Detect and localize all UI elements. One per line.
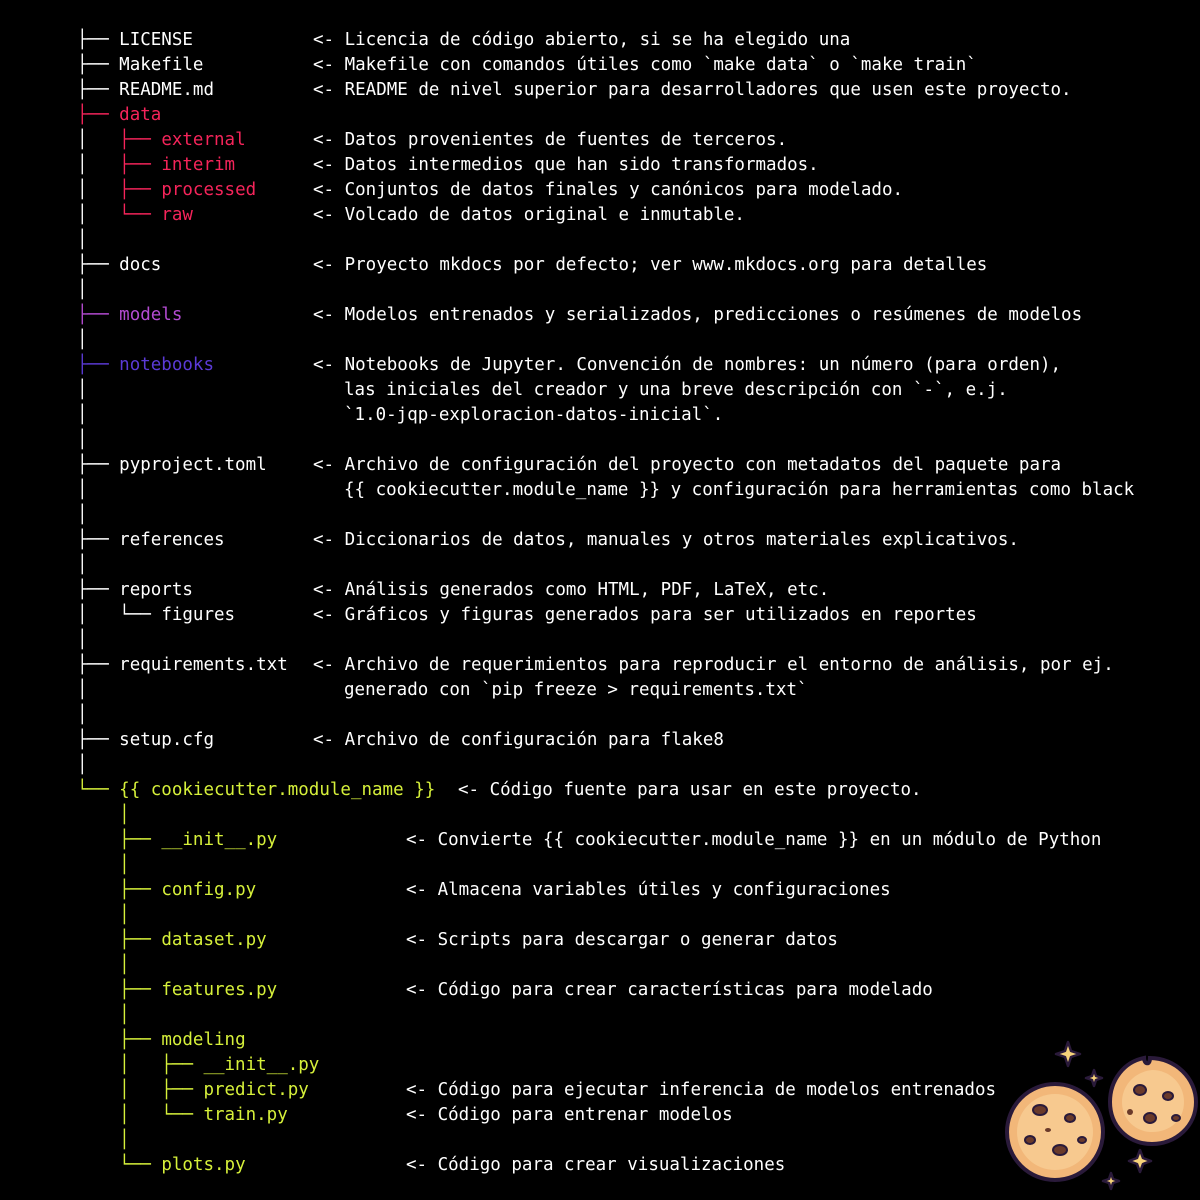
- tree-row: [77, 853, 130, 878]
- tree-entry-name: requirements.txt: [119, 655, 288, 675]
- tree-indent: [77, 880, 119, 900]
- tree-indent: │: [77, 955, 130, 975]
- tree-row: [77, 1078, 309, 1103]
- tree-row: [77, 378, 88, 403]
- tree-row: [77, 803, 130, 828]
- tree-entry-name: raw: [161, 205, 193, 225]
- tree-entry-name: reports: [119, 580, 193, 600]
- tree-connector: ├──: [77, 655, 120, 675]
- tree-row: [77, 553, 88, 578]
- tree-entry-name: __init__.py: [161, 830, 278, 850]
- tree-entry-description: {{ cookiecutter.module_name }} y configuración para herramientas como black: [344, 480, 1135, 500]
- tree-connector: └──: [119, 205, 162, 225]
- tree-indent: │: [77, 605, 120, 625]
- tree-entry-description: <- Código para crear características para modelado: [406, 980, 933, 1000]
- tree-row: [77, 628, 88, 653]
- tree-row: [77, 328, 88, 353]
- tree-row: [77, 303, 182, 328]
- tree-row: [77, 228, 88, 253]
- tree-connector: └──: [161, 1105, 204, 1125]
- tree-row: [77, 1128, 130, 1153]
- tree-indent: │: [77, 155, 120, 175]
- tree-entry-name: figures: [161, 605, 236, 625]
- tree-row: [77, 128, 246, 153]
- tree-indent: │: [77, 505, 88, 525]
- tree-indent: │: [77, 905, 130, 925]
- tree-entry-name: LICENSE: [119, 30, 193, 50]
- tree-row: [77, 403, 88, 428]
- tree-row: [77, 478, 88, 503]
- tree-connector: ├──: [119, 130, 162, 150]
- tree-connector: ├──: [119, 1030, 162, 1050]
- tree-connector: └──: [119, 605, 162, 625]
- tree-row: [77, 203, 193, 228]
- tree-entry-name: predict.py: [203, 1080, 309, 1100]
- tree-entry-name: docs: [119, 255, 162, 275]
- tree-connector: ├──: [77, 355, 120, 375]
- tree-row: [77, 1028, 246, 1053]
- tree-entry-name: plots.py: [161, 1155, 246, 1175]
- tree-connector: └──: [77, 780, 120, 800]
- tree-row: [77, 903, 130, 928]
- tree-row: [77, 103, 161, 128]
- tree-entry-description: <- Datos provenientes de fuentes de terceros.: [313, 130, 788, 150]
- tree-entry-description: <- Código fuente para usar en este proyecto.: [458, 780, 922, 800]
- tree-row: [77, 278, 88, 303]
- tree-row: [77, 28, 193, 53]
- tree-entry-description: <- Código para crear visualizaciones: [406, 1155, 786, 1175]
- tree-entry-name: external: [161, 130, 246, 150]
- tree-indent: │: [77, 1105, 162, 1125]
- tree-indent: │: [77, 1005, 130, 1025]
- tree-row: [77, 603, 235, 628]
- tree-entry-description: <- Scripts para descargar o generar datos: [406, 930, 838, 950]
- tree-row: [77, 53, 203, 78]
- tree-indent: │: [77, 680, 88, 700]
- tree-entry-description: <- Conjuntos de datos finales y canónicos para modelado.: [313, 180, 904, 200]
- tree-indent: [77, 1030, 119, 1050]
- tree-row: [77, 978, 277, 1003]
- tree-indent: │: [77, 1080, 162, 1100]
- tree-row: [77, 753, 88, 778]
- tree-entry-description: generado con `pip freeze > requirements.txt`: [344, 680, 808, 700]
- tree-entry-name: {{ cookiecutter.module_name }}: [119, 780, 436, 800]
- tree-entry-name: features.py: [161, 980, 278, 1000]
- tree-connector: ├──: [77, 455, 120, 475]
- cookie-icon: [1007, 1084, 1103, 1180]
- tree-entry-name: __init__.py: [203, 1055, 320, 1075]
- tree-row: [77, 353, 214, 378]
- tree-indent: │: [77, 330, 88, 350]
- tree-row: [77, 78, 214, 103]
- tree-row: [77, 1003, 130, 1028]
- tree-row: [77, 453, 267, 478]
- tree-indent: │: [77, 380, 88, 400]
- sparkle-icon: [1056, 1042, 1080, 1066]
- tree-row: [77, 928, 267, 953]
- tree-row: [77, 528, 225, 553]
- tree-entry-description: <- Gráficos y figuras generados para ser utilizados en reportes: [313, 605, 977, 625]
- tree-connector: ├──: [77, 530, 120, 550]
- tree-entry-description: <- Almacena variables útiles y configuraciones: [406, 880, 891, 900]
- tree-row: [77, 428, 88, 453]
- tree-row: [77, 878, 256, 903]
- tree-connector: ├──: [77, 55, 120, 75]
- tree-indent: [77, 930, 119, 950]
- tree-entry-description: <- Análisis generados como HTML, PDF, LaTeX, etc.: [313, 580, 830, 600]
- tree-indent: │: [77, 630, 88, 650]
- tree-entry-description: <- Diccionarios de datos, manuales y otros materiales explicativos.: [313, 530, 1019, 550]
- tree-connector: ├──: [161, 1080, 204, 1100]
- tree-row: [77, 253, 161, 278]
- tree-row: [77, 828, 277, 853]
- tree-indent: │: [77, 430, 88, 450]
- tree-entry-description: <- Volcado de datos original e inmutable.: [313, 205, 745, 225]
- tree-connector: ├──: [77, 30, 120, 50]
- sparkle-icon: [1129, 1150, 1151, 1172]
- tree-indent: [77, 1155, 119, 1175]
- tree-entry-description: <- Makefile con comandos útiles como `make data` o `make train`: [313, 55, 977, 75]
- tree-entry-name: references: [119, 530, 225, 550]
- tree-indent: │: [77, 205, 120, 225]
- tree-row: [77, 703, 88, 728]
- tree-entry-description: <- Datos intermedios que han sido transformados.: [313, 155, 819, 175]
- tree-row: [77, 778, 435, 803]
- tree-entry-description: <- Archivo de configuración para flake8: [313, 730, 724, 750]
- tree-entry-name: notebooks: [119, 355, 214, 375]
- tree-row: [77, 153, 235, 178]
- tree-indent: │: [77, 130, 120, 150]
- tree-entry-name: modeling: [161, 1030, 246, 1050]
- tree-indent: │: [77, 405, 88, 425]
- tree-connector: ├──: [77, 105, 120, 125]
- tree-entry-name: data: [119, 105, 162, 125]
- tree-row: [77, 1153, 246, 1178]
- tree-indent: │: [77, 855, 130, 875]
- tree-entry-name: pyproject.toml: [119, 455, 267, 475]
- tree-entry-name: README.md: [119, 80, 214, 100]
- tree-entry-name: train.py: [203, 1105, 288, 1125]
- tree-entry-description: <- README de nivel superior para desarrolladores que usen este proyecto.: [313, 80, 1072, 100]
- tree-connector: ├──: [77, 730, 120, 750]
- tree-entry-description: <- Notebooks de Jupyter. Convención de nombres: un número (para orden),: [313, 355, 1062, 375]
- tree-entry-name: interim: [161, 155, 236, 175]
- tree-indent: │: [77, 1130, 130, 1150]
- tree-entry-description: <- Código para entrenar modelos: [406, 1105, 733, 1125]
- tree-entry-description: <- Convierte {{ cookiecutter.module_name }} en un módulo de Python: [406, 830, 1102, 850]
- tree-entry-description: <- Código para ejecutar inferencia de modelos entrenados: [406, 1080, 997, 1100]
- tree-entry-name: Makefile: [119, 55, 204, 75]
- tree-connector: ├──: [119, 830, 162, 850]
- tree-row: [77, 578, 193, 603]
- tree-indent: │: [77, 230, 88, 250]
- tree-indent: [77, 980, 119, 1000]
- tree-connector: ├──: [77, 305, 120, 325]
- tree-indent: │: [77, 755, 88, 775]
- tree-connector: └──: [119, 1155, 162, 1175]
- tree-entry-name: models: [119, 305, 183, 325]
- tree-entry-name: config.py: [161, 880, 257, 900]
- tree-connector: ├──: [119, 155, 162, 175]
- tree-indent: │: [77, 805, 130, 825]
- tree-indent: │: [77, 1055, 162, 1075]
- tree-entry-description: <- Archivo de requerimientos para reproducir el entorno de análisis, por ej.: [313, 655, 1114, 675]
- tree-connector: ├──: [119, 180, 162, 200]
- tree-indent: │: [77, 280, 88, 300]
- tree-row: [77, 503, 88, 528]
- tree-connector: ├──: [119, 980, 162, 1000]
- tree-indent: │: [77, 180, 120, 200]
- tree-connector: ├──: [77, 580, 120, 600]
- tree-row: [77, 1053, 319, 1078]
- tree-indent: │: [77, 480, 88, 500]
- tree-entry-description: <- Archivo de configuración del proyecto con metadatos del paquete para: [313, 455, 1062, 475]
- tree-entry-description: <- Modelos entrenados y serializados, predicciones o resúmenes de modelos: [313, 305, 1083, 325]
- tree-entry-description: <- Licencia de código abierto, si se ha elegido una: [313, 30, 851, 50]
- tree-row: [77, 728, 214, 753]
- sparkle-icon: [1103, 1173, 1119, 1189]
- sparkle-icon: [1086, 1070, 1102, 1086]
- tree-row: [77, 953, 130, 978]
- tree-row: [77, 678, 88, 703]
- tree-entry-description: las iniciales del creador y una breve descripción con `-`, e.j.: [344, 380, 1008, 400]
- tree-row: [77, 1103, 288, 1128]
- tree-entry-name: setup.cfg: [119, 730, 214, 750]
- tree-entry-description: `1.0-jqp-exploracion-datos-inicial`.: [344, 405, 724, 425]
- tree-row: [77, 653, 288, 678]
- cookies-illustration: [1000, 1040, 1200, 1200]
- tree-row: [77, 178, 256, 203]
- tree-indent: │: [77, 555, 88, 575]
- tree-entry-name: processed: [161, 180, 257, 200]
- tree-connector: ├──: [77, 80, 120, 100]
- tree-connector: ├──: [77, 255, 120, 275]
- tree-entry-description: <- Proyecto mkdocs por defecto; ver www.mkdocs.org para detalles: [313, 255, 988, 275]
- tree-connector: ├──: [119, 880, 162, 900]
- tree-connector: ├──: [161, 1055, 204, 1075]
- tree-entry-name: dataset.py: [161, 930, 267, 950]
- tree-indent: │: [77, 705, 88, 725]
- cookie-icon: [1110, 1058, 1196, 1144]
- tree-indent: [77, 830, 119, 850]
- tree-connector: ├──: [119, 930, 162, 950]
